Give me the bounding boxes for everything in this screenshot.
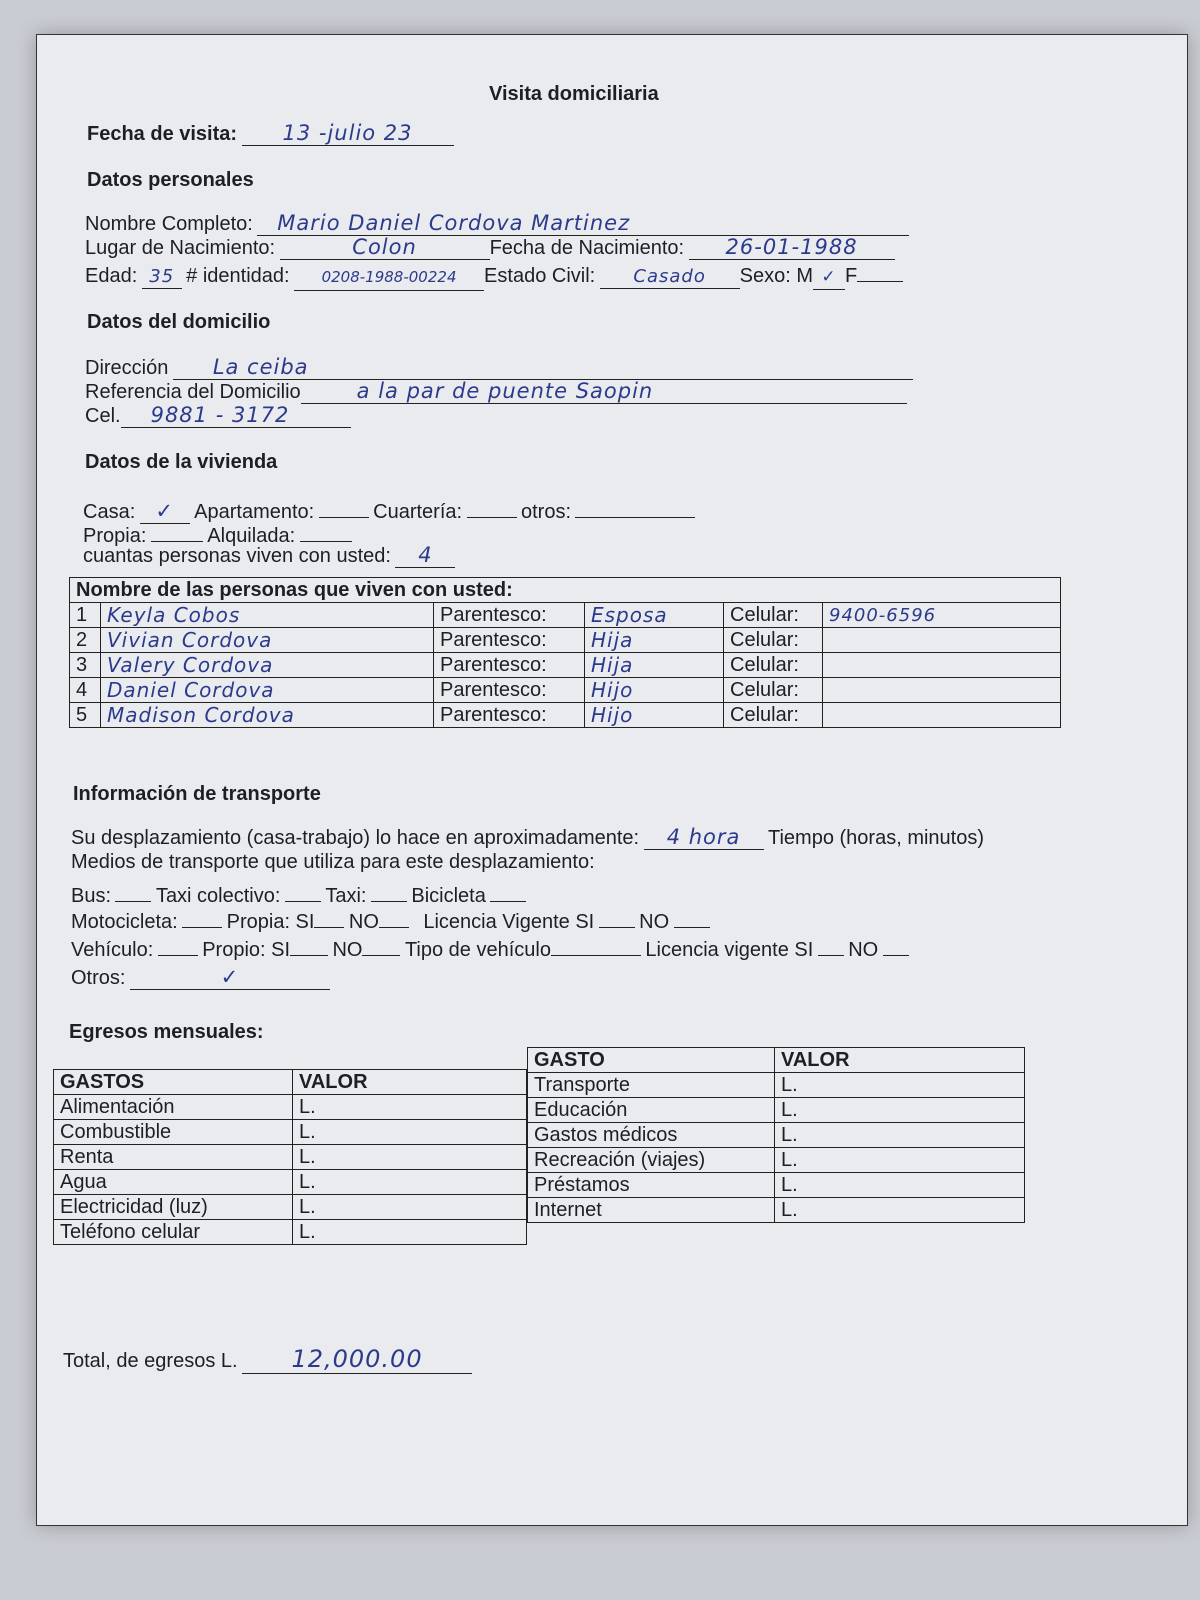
propia-value[interactable] [151, 519, 203, 542]
household-header: Nombre de las personas que viven con usted: [70, 578, 1061, 603]
table-row [70, 703, 1061, 728]
expense-value[interactable]: L. [775, 1123, 1025, 1148]
expense-value[interactable]: L. [775, 1173, 1025, 1198]
alquilada-value[interactable] [300, 519, 352, 542]
age-label: Edad: [85, 265, 138, 287]
total-value[interactable]: 12,000.00 [242, 1345, 472, 1374]
expense-item: Internet [528, 1198, 775, 1223]
visit-date-value[interactable]: 13 -julio 23 [242, 121, 454, 146]
table-row [70, 603, 1061, 628]
table-row [528, 1148, 1025, 1173]
expense-item: Electricidad (luz) [54, 1195, 293, 1220]
propia-label: Propia: [83, 525, 147, 547]
taxi-label: Taxi: [325, 885, 367, 907]
member-relation[interactable]: Esposa [585, 603, 724, 628]
table-row [54, 1145, 527, 1170]
expenses-heading: Egresos mensuales: [69, 1021, 264, 1043]
expense-item: Transporte [528, 1073, 775, 1098]
member-relation[interactable]: Hija [585, 628, 724, 653]
member-relation[interactable]: Hijo [585, 703, 724, 728]
parentesco-label: Parentesco: [434, 678, 585, 703]
celular-label: Celular: [724, 603, 823, 628]
member-phone[interactable]: 9400-6596 [823, 603, 1061, 628]
vehiculo-label: Vehículo: [71, 939, 154, 961]
commute-unit: Tiempo (horas, minutos) [768, 827, 985, 849]
motorcycle-row [71, 905, 710, 934]
parentesco-label: Parentesco: [434, 703, 585, 728]
apartamento-label: Apartamento: [194, 501, 315, 523]
expense-item: Combustible [54, 1120, 293, 1145]
table-row [54, 1170, 527, 1195]
expense-item: Educación [528, 1098, 775, 1123]
vehicle-row [71, 933, 909, 962]
member-relation[interactable]: Hija [585, 653, 724, 678]
sex-label: Sexo: M [739, 265, 814, 287]
table-row [70, 678, 1061, 703]
people-row [83, 543, 455, 568]
household-table [69, 577, 1061, 728]
taxi-colectivo-label: Taxi colectivo: [155, 885, 281, 907]
celular-label: Celular: [724, 628, 823, 653]
personal-heading: Datos personales [87, 169, 254, 191]
expense-value[interactable]: L. [293, 1195, 527, 1220]
moto-licencia-no-label: NO [639, 911, 670, 933]
cell-label: Cel. [85, 405, 121, 427]
id-value[interactable]: 0208-1988-00224 [294, 268, 484, 291]
alquilada-label: Alquilada: [207, 525, 296, 547]
expense-item: Préstamos [528, 1173, 775, 1198]
cell-row [85, 403, 351, 428]
expense-value[interactable]: L. [775, 1198, 1025, 1223]
commute-label: Su desplazamiento (casa-trabajo) lo hace en aproximadamente: [71, 827, 640, 849]
row-number: 1 [70, 603, 101, 628]
tipo-vehiculo-label: Tipo de vehículo [404, 939, 551, 961]
total-row [63, 1345, 472, 1374]
expense-value[interactable]: L. [775, 1148, 1025, 1173]
member-relation[interactable]: Hijo [585, 678, 724, 703]
cuarteria-label: Cuartería: [373, 501, 463, 523]
household-header-row [70, 578, 1061, 603]
table-row [528, 1098, 1025, 1123]
table-row [528, 1123, 1025, 1148]
expense-item: Gastos médicos [528, 1123, 775, 1148]
visit-date-row [87, 121, 454, 146]
member-phone[interactable] [823, 653, 1061, 678]
id-label: # identidad: [186, 265, 290, 287]
name-label: Nombre Completo: [85, 213, 253, 235]
bicicleta-value[interactable] [490, 879, 526, 902]
tipo-vehiculo-value[interactable] [551, 933, 641, 956]
form-sheet [36, 34, 1188, 1526]
birthplace-value[interactable]: Colon [280, 235, 490, 260]
cuarteria-value[interactable] [467, 495, 517, 518]
parentesco-label: Parentesco: [434, 628, 585, 653]
vehiculo-licencia-no-label: NO [848, 939, 879, 961]
civil-value[interactable]: Casado [600, 266, 740, 289]
table-row [54, 1095, 527, 1120]
reference-row [85, 379, 907, 404]
otros-transport-label: Otros: [71, 967, 126, 989]
parentesco-label: Parentesco: [434, 653, 585, 678]
birthplace-label: Lugar de Nacimiento: [85, 237, 276, 259]
expense-item: Agua [54, 1170, 293, 1195]
name-row [85, 211, 909, 236]
table-header-row [54, 1070, 527, 1095]
gasto-header: GASTO [528, 1048, 775, 1073]
vehiculo-licencia-no-value[interactable] [883, 933, 909, 956]
table-row [70, 628, 1061, 653]
age-value[interactable]: 35 [142, 266, 182, 289]
valor-header: VALOR [293, 1070, 527, 1095]
gastos-header: GASTOS [54, 1070, 293, 1095]
sex-f-value[interactable] [857, 259, 903, 282]
age-row [85, 259, 903, 291]
casa-label: Casa: [83, 501, 136, 523]
table-row [54, 1195, 527, 1220]
expense-item: Recreación (viajes) [528, 1148, 775, 1173]
expense-value[interactable]: L. [293, 1145, 527, 1170]
reference-value[interactable]: a la par de puente Saopin [301, 379, 907, 404]
address-value[interactable]: La ceiba [173, 355, 913, 380]
vehiculo-propio-si-value[interactable] [290, 933, 328, 956]
member-phone[interactable] [823, 628, 1061, 653]
birthdate-label: Fecha de Nacimiento: [489, 237, 685, 259]
visit-date-label: Fecha de visita: [87, 123, 238, 145]
birth-row [85, 235, 895, 260]
row-number: 5 [70, 703, 101, 728]
expense-value[interactable]: L. [293, 1120, 527, 1145]
moto-propia-si-label: Propia: SI [226, 911, 315, 933]
member-name[interactable]: Vivian Cordova [101, 628, 434, 653]
expense-item: Alimentación [54, 1095, 293, 1120]
expense-value[interactable]: L. [775, 1098, 1025, 1123]
table-row [528, 1073, 1025, 1098]
address-label: Dirección [85, 357, 169, 379]
people-label: cuantas personas viven con usted: [83, 545, 391, 567]
celular-label: Celular: [724, 678, 823, 703]
sex-m-value[interactable]: ✓ [813, 267, 845, 290]
motocicleta-label: Motocicleta: [71, 911, 178, 933]
expenses-right-table [527, 1047, 1025, 1223]
transport-heading: Información de transporte [73, 783, 321, 805]
member-phone[interactable] [823, 703, 1061, 728]
name-value[interactable]: Mario Daniel Cordova Martinez [257, 211, 909, 236]
bicicleta-label: Bicicleta [411, 885, 486, 907]
expense-value[interactable]: L. [293, 1095, 527, 1120]
bus-label: Bus: [71, 885, 112, 907]
cell-value[interactable]: 9881 - 3172 [121, 403, 351, 428]
otros-transport-row [71, 965, 330, 990]
table-row [54, 1220, 527, 1245]
valor-header: VALOR [775, 1048, 1025, 1073]
form-title: Visita domiciliaria [489, 83, 659, 105]
row-number: 2 [70, 628, 101, 653]
means-label: Medios de transporte que utiliza para este desplazamiento: [71, 851, 595, 873]
celular-label: Celular: [724, 653, 823, 678]
otros-transport-value[interactable]: ✓ [130, 965, 330, 990]
vehiculo-propio-no-value[interactable] [362, 933, 400, 956]
vehiculo-value[interactable] [158, 933, 198, 956]
moto-propia-no-label: NO [348, 911, 379, 933]
means-row [71, 851, 595, 874]
moto-propia-no-value[interactable] [379, 905, 409, 928]
commute-value[interactable]: 4 hora [644, 825, 764, 850]
expense-item: Renta [54, 1145, 293, 1170]
member-name[interactable]: Valery Cordova [101, 653, 434, 678]
public-transport-row [71, 879, 526, 908]
expense-value[interactable]: L. [775, 1073, 1025, 1098]
member-name[interactable]: Keyla Cobos [101, 603, 434, 628]
celular-label: Celular: [724, 703, 823, 728]
civil-label: Estado Civil: [484, 265, 596, 287]
vehiculo-propio-si-label: Propio: SI [202, 939, 291, 961]
commute-row [71, 825, 984, 850]
vehiculo-licencia-si-value[interactable] [818, 933, 844, 956]
sex-f-label: F [845, 265, 858, 287]
expenses-left-table [53, 1069, 527, 1245]
housing-heading: Datos de la vivienda [85, 451, 278, 473]
moto-licencia-no-value[interactable] [674, 905, 710, 928]
otros-housing-label: otros: [520, 501, 572, 523]
member-phone[interactable] [823, 678, 1061, 703]
vehiculo-licencia-label: Licencia vigente SI [645, 939, 814, 961]
birthdate-value[interactable]: 26-01-1988 [689, 235, 895, 260]
total-label: Total, de egresos L. [63, 1350, 238, 1372]
moto-licencia-si-value[interactable] [599, 905, 635, 928]
address-row [85, 355, 913, 380]
table-header-row [528, 1048, 1025, 1073]
people-value[interactable]: 4 [395, 543, 455, 568]
moto-propia-si-value[interactable] [314, 905, 344, 928]
expense-value[interactable]: L. [293, 1170, 527, 1195]
expense-item: Teléfono celular [54, 1220, 293, 1245]
casa-value[interactable]: ✓ [140, 499, 190, 524]
taxi-value[interactable] [371, 879, 407, 902]
row-number: 3 [70, 653, 101, 678]
table-row [528, 1198, 1025, 1223]
domicile-heading: Datos del domicilio [87, 311, 271, 333]
otros-housing-value[interactable] [575, 495, 695, 518]
moto-licencia-label: Licencia Vigente SI [423, 911, 595, 933]
bus-value[interactable] [115, 879, 151, 902]
parentesco-label: Parentesco: [434, 603, 585, 628]
reference-label: Referencia del Domicilio [85, 381, 301, 403]
table-row [70, 653, 1061, 678]
member-name[interactable]: Daniel Cordova [101, 678, 434, 703]
table-row [54, 1120, 527, 1145]
vehiculo-propio-no-label: NO [332, 939, 363, 961]
table-row [528, 1173, 1025, 1198]
member-name[interactable]: Madison Cordova [101, 703, 434, 728]
taxi-colectivo-value[interactable] [285, 879, 321, 902]
motocicleta-value[interactable] [182, 905, 222, 928]
row-number: 4 [70, 678, 101, 703]
apartamento-value[interactable] [319, 495, 369, 518]
expense-value[interactable]: L. [293, 1220, 527, 1245]
